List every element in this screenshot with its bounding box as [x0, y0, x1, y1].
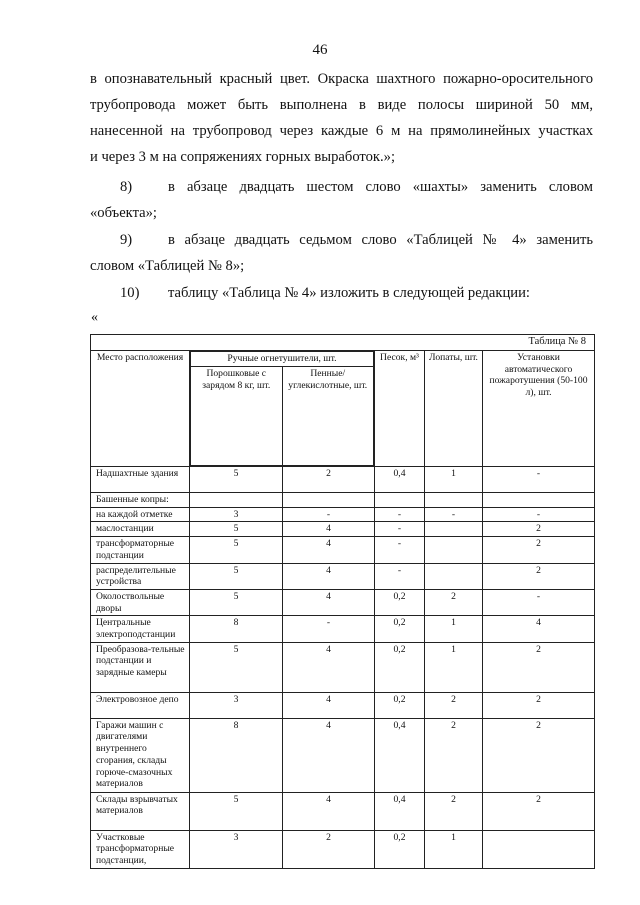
cell-foam: 4 — [283, 563, 375, 589]
paragraph-line: нанесенной на трубопровод через каждые 6 м на прямолинейных участках — [90, 123, 593, 139]
header-sand: Песок, м³ — [375, 351, 425, 467]
table-row — [91, 493, 595, 508]
cell-powder — [190, 493, 283, 508]
header-foam: Пенные/ углекислотные, шт. — [282, 367, 374, 466]
cell-place: распределительные устройства — [91, 563, 190, 589]
cell-powder: 5 — [190, 522, 283, 537]
header-extinguishers — [190, 351, 375, 467]
paragraph-line: и через 3 м на сопряжениях горных выработок.»; — [90, 149, 395, 165]
cell-shovels — [425, 493, 483, 508]
cell-shovels: 1 — [425, 616, 483, 642]
cell-place: маслостанции — [91, 522, 190, 537]
item-text: в абзаце двадцать шестом слово «шахты» заменить словом — [168, 179, 593, 195]
cell-foam: 4 — [283, 792, 375, 830]
cell-place: Гаражи машин с двигателями внутреннего сгорания, склады горюче-смазочных материалов — [91, 718, 190, 792]
cell-sand: - — [375, 522, 425, 537]
cell-powder: 5 — [190, 537, 283, 563]
table-row — [91, 589, 595, 615]
table-caption: Таблица № 8 — [91, 335, 595, 351]
cell-auto: - — [483, 507, 595, 522]
cell-place: Склады взрывчатых материалов — [91, 792, 190, 830]
cell-auto — [483, 830, 595, 868]
table-row — [91, 830, 595, 868]
header-auto: Установки автоматического пожаротушения (50-100 л), шт. — [483, 351, 595, 467]
table-row — [91, 507, 595, 522]
cell-sand: - — [375, 537, 425, 563]
cell-shovels: 2 — [425, 692, 483, 718]
cell-place: Башенные копры: — [91, 493, 190, 508]
item-number: 10) — [120, 285, 140, 301]
cell-sand: - — [375, 563, 425, 589]
cell-foam: 2 — [283, 467, 375, 493]
list-item-8 — [90, 174, 593, 226]
table-row — [91, 692, 595, 718]
open-quote: « — [91, 310, 98, 325]
cell-shovels — [425, 537, 483, 563]
cell-place: Центральные электроподстанции — [91, 616, 190, 642]
table-row — [91, 522, 595, 537]
table-row — [91, 563, 595, 589]
cell-place: Преобразова-тельные подстанции и зарядные камеры — [91, 642, 190, 692]
cell-place: Надшахтные здания — [91, 467, 190, 493]
cell-auto: 2 — [483, 537, 595, 563]
cell-sand: 0,2 — [375, 589, 425, 615]
cell-place: на каждой отметке — [91, 507, 190, 522]
item-text-continued: словом «Таблицей № 8»; — [90, 258, 245, 274]
cell-shovels: - — [425, 507, 483, 522]
table-row — [91, 792, 595, 830]
cell-powder: 5 — [190, 792, 283, 830]
cell-powder: 3 — [190, 507, 283, 522]
cell-powder: 3 — [190, 830, 283, 868]
cell-shovels: 1 — [425, 467, 483, 493]
cell-auto: 4 — [483, 616, 595, 642]
list-item-10 — [90, 280, 593, 306]
header-extinguishers-group: Ручные огнетушители, шт. — [191, 352, 374, 367]
cell-auto — [483, 493, 595, 508]
cell-place: Околоствольные дворы — [91, 589, 190, 615]
cell-sand: 0,2 — [375, 616, 425, 642]
cell-foam: 4 — [283, 692, 375, 718]
cell-powder: 5 — [190, 642, 283, 692]
header-powder: Порошковые с зарядом 8 кг, шт. — [191, 367, 283, 466]
cell-shovels: 2 — [425, 792, 483, 830]
cell-shovels: 1 — [425, 642, 483, 692]
fire-equipment-table — [90, 334, 594, 869]
cell-auto: - — [483, 589, 595, 615]
cell-foam: 4 — [283, 718, 375, 792]
table-row — [91, 718, 595, 792]
cell-powder: 8 — [190, 616, 283, 642]
cell-place: Электровозное депо — [91, 692, 190, 718]
cell-place: трансформаторные подстанции — [91, 537, 190, 563]
cell-foam: 4 — [283, 642, 375, 692]
cell-sand: 0,4 — [375, 792, 425, 830]
cell-powder: 8 — [190, 718, 283, 792]
cell-sand — [375, 493, 425, 508]
cell-sand: 0,2 — [375, 642, 425, 692]
cell-auto: 2 — [483, 642, 595, 692]
item-number: 9) — [120, 232, 133, 248]
cell-auto: 2 — [483, 718, 595, 792]
cell-foam: - — [283, 507, 375, 522]
cell-auto: 2 — [483, 522, 595, 537]
cell-powder: 5 — [190, 467, 283, 493]
list-item-9 — [90, 227, 593, 279]
table-row — [91, 537, 595, 563]
cell-auto: 2 — [483, 792, 595, 830]
cell-auto: 2 — [483, 692, 595, 718]
cell-sand: 0,4 — [375, 467, 425, 493]
cell-shovels — [425, 522, 483, 537]
item-text: таблицу «Таблица № 4» изложить в следующей редакции: — [168, 285, 530, 301]
cell-shovels: 2 — [425, 589, 483, 615]
header-shovels: Лопаты, шт. — [425, 351, 483, 467]
paragraph-line: в опознавательный красный цвет. Окраска шахтного пожарно-оросительного — [90, 71, 593, 87]
cell-shovels: 1 — [425, 830, 483, 868]
table-row — [91, 642, 595, 692]
cell-powder: 3 — [190, 692, 283, 718]
cell-foam: 4 — [283, 537, 375, 563]
cell-auto: 2 — [483, 563, 595, 589]
item-text: в абзаце двадцать седьмом слово «Таблицей № 4» заменить — [168, 232, 593, 248]
cell-foam — [283, 493, 375, 508]
page-number: 46 — [312, 42, 328, 58]
cell-place: Участковые трансформаторные подстанции, — [91, 830, 190, 868]
cell-sand: 0,4 — [375, 718, 425, 792]
cell-powder: 5 — [190, 563, 283, 589]
cell-foam: 4 — [283, 589, 375, 615]
cell-sand: - — [375, 507, 425, 522]
body-paragraph — [90, 66, 593, 170]
cell-shovels — [425, 563, 483, 589]
paragraph-line: трубопровода может быть выполнена в виде полосы шириной 50 мм, — [90, 97, 593, 113]
table-row — [91, 467, 595, 493]
cell-powder: 5 — [190, 589, 283, 615]
cell-foam: - — [283, 616, 375, 642]
cell-sand: 0,2 — [375, 830, 425, 868]
table-row — [91, 616, 595, 642]
cell-auto: - — [483, 467, 595, 493]
cell-shovels: 2 — [425, 718, 483, 792]
item-number: 8) — [120, 179, 133, 195]
header-place: Место расположения — [91, 351, 190, 467]
cell-foam: 4 — [283, 522, 375, 537]
item-text-continued: «объекта»; — [90, 205, 157, 221]
cell-sand: 0,2 — [375, 692, 425, 718]
cell-foam: 2 — [283, 830, 375, 868]
